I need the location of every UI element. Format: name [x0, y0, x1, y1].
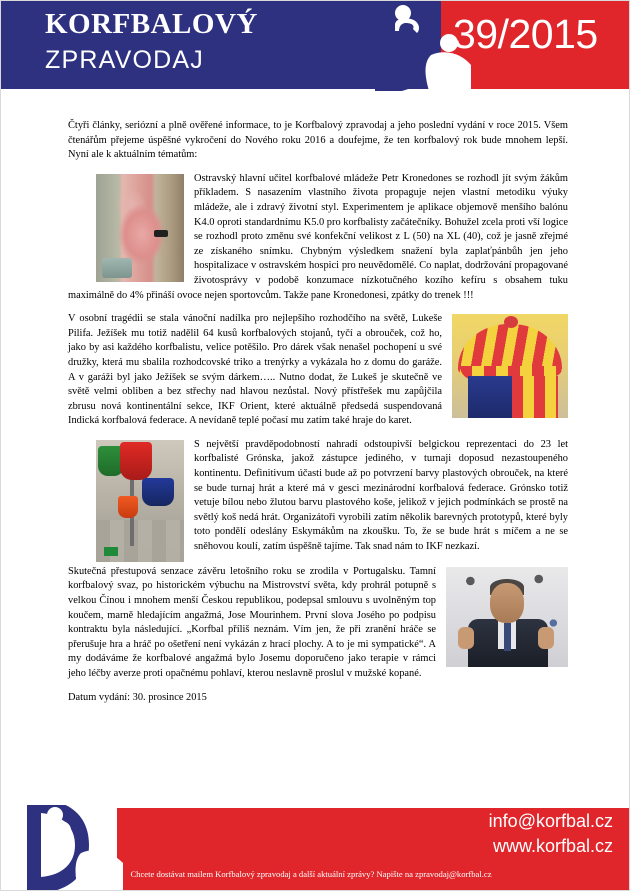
masthead — [1, 1, 630, 92]
footer-website[interactable]: www.korfbal.cz — [492, 836, 613, 856]
paragraph-gronsko: S největší pravděpodobností nahradí odstoupivší belgickou reprezentaci do 23 let korfbalisté Grónska, jakož zástupce jediného, v turnaji doposud nezastoupeného kontinentu. Definitivum účasti bude až po potvrzení barvy plastových obrouček, na které se bude turnaj hrát a které má v gesci mezinárodní korfbalová federace. Grónsko totiž vetuje bílou nebo žlutou barvu plastového koše, jelikož v jejich podmínkách se prostě na světlý koš nedá hrát. Organizátoři vyrobili zatím několik barevných prototypů, které byly toto pondělí odeslány Eskymákům na zkoušku. To, že se bude hrát s míčem a ne se sněhovou koulí, zatím úspěšně tajíme. Tak snad nám to IKF nezkazí. — [194, 438, 568, 553]
basket-red — [120, 442, 152, 480]
basket-blue — [142, 478, 174, 506]
mourinho-head — [490, 583, 524, 623]
footer — [1, 805, 630, 890]
mourinho-hand-right — [538, 627, 554, 649]
photo-korfball-baskets — [96, 440, 184, 562]
paragraph-intro: Čtyři články, seriózní a plně ověřené informace, to je Korfbalový zpravodaj a jeho poslední vydání v roce 2015. Všem čtenářům přejeme úspěšné vykročení do Nového roku 2016 a doufejme, že ten korfbalový rok bude mnohem lepší. Nyní ale k aktuálním tématům: — [68, 120, 568, 161]
tent-body-right — [512, 376, 558, 418]
footer-subscribe-note: Chcete dostávat mailem Korfbalový zpravodaj a další aktuální zprávy? Napište na zpravodaj@korfbal.cz — [130, 869, 492, 879]
mourinho-tie — [504, 623, 511, 651]
photo-jose-mourinho — [446, 567, 568, 667]
publication-date: Datum vydání: 30. prosince 2015 — [68, 691, 207, 703]
tent-body-left — [468, 376, 512, 418]
photo-circus-play-tent — [452, 314, 568, 418]
mourinho-hand-left — [458, 627, 474, 649]
exit-sign-icon — [104, 547, 118, 556]
paragraph-kronedones: Ostravský hlavní učitel korfbalové mládeže Petr Kronedones se rozhodl jít svým žákům příkladem. S nasazením vlastního života propaguje nejen vlastní metodiku výuky mládeže, ale i zdravý životní styl. Experimentem je aplikace objemově menšího balónu K4.0 oproti standardnímu K5.0 pro korfbalisty začátečníky. Bohužel zcela proti vší logice se rozhodl proto změnu své konfekční velikost z L (50) na XL (40), což je jasně zřejmé ze získaného snímku. Chybným výsledkem snažení byla zaplaťpánbůh jen jeho hospitalizace v ostravském hospici pro neuvědomělé. Co naplat, dodržování propagované životosprávy v podobě konzumace nízkotučného kozího kefíru s obsahem tuku maximálně do 4% přináší ovoce nejen sportovcům. Takže pane Kronedonesi, zpátky do trenek !!! — [68, 172, 568, 301]
page-title-line2: ZPRAVODAJ — [45, 46, 204, 74]
article-body — [68, 119, 568, 705]
footer-email[interactable]: info@korfbal.cz — [488, 811, 613, 831]
basket-orange — [118, 496, 138, 518]
page-title-line1: KORFBALOVÝ — [45, 8, 258, 40]
paragraph-mourinho: Skutečná přestupová senzace závěru letošního roku se zrodila v Portugalsku. Tamní korfbalový svaz, po historickém výbuchu na Mistrovství světa, kdy prohrál potupně s velkou Čínou i mnohem menší Českou republikou, podepsal smlouvu s uvolněným top koučem, marně hledajícím angažmá, Jose Mourinhem. První slova Josého po podpisu kontraktu byla následující. „Korfbal příliš neznám. Vím jen, že při zranění hráče se přerušuje hra a hráč po ošetření není vykázán z hrací plochy. A to je mi sympatické“. A my dodáváme že korfbalové angažmá bylo Josemu doporučeno jako terapie v rámci jeho léčby averze proti opačnému pohlaví, kterou neslavně proslul v mužské kopané. — [68, 565, 436, 680]
photo-overweight-coach — [96, 174, 184, 282]
paragraph-pilif: V osobní tragédii se stala vánoční nadílka pro nejlepšího rozhodčího na světě, Lukeše Pilifa. Ježíšek mu totiž nadělil 64 kusů korfbalových stojanů, tyčí a obrouček, což ho, jako by asi každého korfbalistu, velice potěšilo. Pro dárek však nenašel pochopení u své družky, která mu sbalila rozhodcovské triko a trenýrky a vykázala ho z domu do garáže. A v garáži byl jako Ježíšek se svým dárkem….. Nutno dodat, že Lukeš je skutečně ve světě velmi obliben a bez střechy nad hlavou nezůstal. Nový přístřešek mu zapůjčila zbrusu nová kontinentální sekce, IKF Orient, které aktuálně předsedá suspendovaná Indická korfbalová federace. A nevídaně teplé počasí mu zatím také hraje do karet. — [68, 313, 442, 427]
issue-number: 39/2015 — [453, 11, 598, 57]
